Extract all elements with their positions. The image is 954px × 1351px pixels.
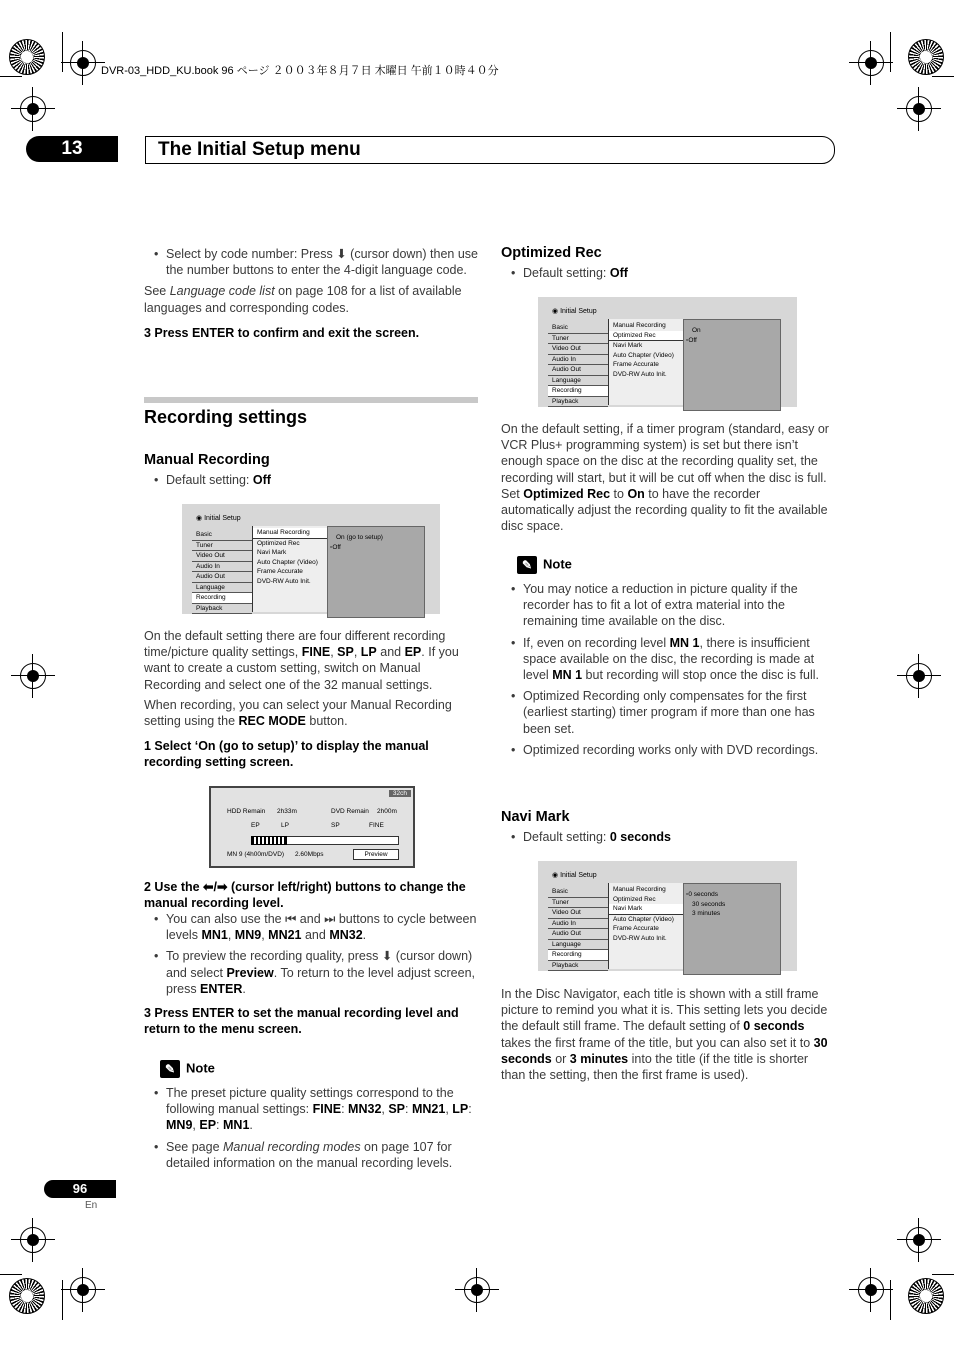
navi-para: In the Disc Navigator, each title is shown with a still frame picture to remind you what it is. This setting lets you decide the default still frame. The default setting of 0 seconds takes the first frame of the title, but you can also set it to 30 seconds or 3 minutes into the title (if the title is shorter than the setting, then the first frame is used). [501, 987, 828, 1083]
step-3-set-level: 3 Press ENTER to set the manual recording level and return to the menu screen. [144, 1006, 459, 1037]
note-pencil-icon: ✎ [517, 556, 537, 574]
step-1-select: 1 Select ‘On (go to setup)’ to display the manual recording setting screen. [144, 739, 429, 770]
note-first-timer: • Optimized Recording only compensates for the first (earliest starting) timer program if more than one has been set. [501, 688, 836, 737]
file-header: DVR-03_HDD_KU.book 96 ページ ２００３年８月７日 木曜日 午前１０時４０分 [101, 65, 499, 77]
registration-mark-icon [70, 1277, 96, 1303]
note-insufficient-space: • If, even on recording level MN 1, there is insufficient space available on the disc, the recording is made at level MN 1 but recording will stop once the disc is full. [501, 635, 836, 684]
manual-recording-screen: 32ch HDD Remain 2h33m DVD Remain 2h00m EP LP SP FINE MN 9 (4h00m/DVD) 2.60Mbps Preview [209, 786, 415, 868]
bullet-cycle-levels: • You can also use the ⏮ and ⏭ buttons to cycle between levels MN1, MN9, MN21 and MN32. [144, 911, 479, 943]
preview-button[interactable]: Preview [353, 849, 399, 860]
crop-mark [890, 1280, 891, 1320]
crop-mark [62, 1280, 63, 1320]
step-3-confirm: 3 Press ENTER to confirm and exit the screen. [144, 325, 420, 340]
osd-optimized-rec: ◉ Initial Setup Basic Tuner Video Out Audio In Audio Out Language Recording Playback Manual Recording Optimized Rec Navi Mark Auto Chapter (Video) Frame Accurate DVD-RW Auto Init. On ▫ Off [538, 297, 797, 407]
chapter-title: The Initial Setup menu [145, 136, 835, 164]
registration-mark-icon [20, 663, 46, 689]
optimized-default-setting: • Default setting: Off [501, 265, 836, 281]
registration-mark-icon [858, 1277, 884, 1303]
registration-mark-icon [906, 1227, 932, 1253]
registration-star-icon [908, 1278, 944, 1314]
registration-mark-icon [906, 96, 932, 122]
osd-navi-mark: ◉ Initial Setup Basic Tuner Video Out Audio In Audio Out Language Recording Playback Manual Recording Optimized Rec Navi Mark Auto Chapter (Video) Frame Accurate DVD-RW Auto Init. ▫ 0 seconds 30 seconds 3 minutes [538, 861, 797, 971]
osd-manual-recording: ◉ Initial Setup Basic Tuner Video Out Audio In Audio Out Language Recording Playback Manual Recording Optimized Rec Navi Mark Auto Chapter (Video) Frame Accurate DVD-RW Auto Init. On (go to setup) ▫ Off [182, 504, 440, 614]
navi-mark-heading: Navi Mark [501, 809, 570, 825]
registration-mark-icon [70, 50, 96, 76]
note-dvd-only: • Optimized recording works only with DVD recordings. [501, 742, 836, 758]
crop-mark [0, 76, 22, 77]
optimized-para: On the default setting, if a timer program (standard, easy or VCR Plus+ programming system) is set but there isn’t enough space on the disc at the recording quality set, the recording will start, but it will be cut off when the disc is full. Set Optimized Rec to On to have the recorder automatically adjust the recording quality to fit the available disc space. [501, 422, 829, 534]
registration-mark-icon [464, 1277, 490, 1303]
section-title: Recording settings [144, 407, 308, 427]
registration-star-icon [9, 39, 45, 75]
crop-mark [890, 32, 891, 72]
registration-mark-icon [906, 663, 932, 689]
note-heading-right: ✎ Note [517, 556, 572, 574]
note-quality-reduction: • You may notice a reduction in picture quality if the recorder has to fit a lot of extra material into the remaining time available on the disc. [501, 581, 836, 630]
crop-mark [932, 76, 954, 77]
crop-mark [0, 1274, 22, 1275]
registration-mark-icon [20, 1227, 46, 1253]
bullet-select-code: • Select by code number: Press ⬇ (cursor down) then use the number buttons to enter the 4-digit language code. [144, 246, 479, 278]
manual-para-1: On the default setting there are four different recording time/picture quality settings, FINE, SP, LP and EP. If you want to create a custom setting, switch on Manual Recording and select one of the 32 manual settings. [144, 629, 459, 692]
language-code: En [85, 1200, 98, 1211]
optimized-rec-heading: Optimized Rec [501, 245, 602, 261]
level-bar-fill [251, 836, 287, 845]
navi-default-setting: • Default setting: 0 seconds [501, 829, 836, 845]
chapter-number: 13 [26, 136, 118, 162]
osd-title: ◉ Initial Setup [196, 514, 241, 522]
manual-recording-heading: Manual Recording [144, 452, 270, 468]
note-heading-left: ✎ Note [160, 1060, 215, 1078]
note-preset-mapping: • The preset picture quality settings correspond to the following manual settings: FINE: MN32, SP: MN21, LP: MN9, EP: MN1. [144, 1085, 482, 1134]
note-pencil-icon: ✎ [160, 1060, 180, 1078]
registration-mark-icon [858, 50, 884, 76]
step-2-level: 2 Use the ⬅/➡ (cursor left/right) buttons to change the manual recording level. [144, 880, 466, 911]
note-see-page: • See page Manual recording modes on page 107 for detailed information on the manual recording levels. [144, 1139, 482, 1171]
registration-star-icon [908, 39, 944, 75]
see-language-paragraph: See Language code list on page 108 for a list of available languages and corresponding codes. [144, 284, 462, 315]
crop-mark [62, 32, 63, 72]
bullet-preview: • To preview the recording quality, press ⬇ (cursor down) and select Preview. To return to the level adjust screen, press ENTER. [144, 948, 479, 997]
manual-para-2: When recording, you can select your Manual Recording setting using the REC MODE button. [144, 698, 452, 729]
crop-mark [932, 1274, 954, 1275]
page-number: 96 [44, 1180, 116, 1198]
registration-star-icon [9, 1278, 45, 1314]
left-column-top [144, 246, 479, 341]
registration-mark-icon [20, 96, 46, 122]
section-rule [144, 397, 478, 403]
manual-default-setting: • Default setting: Off [144, 472, 479, 488]
